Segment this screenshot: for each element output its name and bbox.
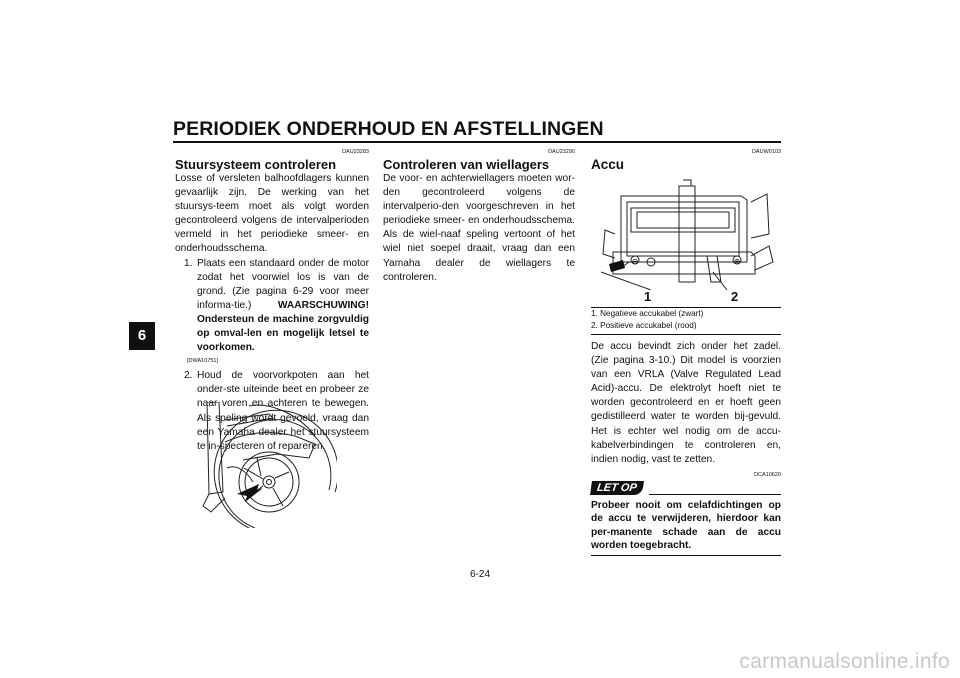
battery-body: De accu bevindt zich onder het zadel. (Zie pagina 3-10.) Dit model is voorzien van een VRLA (Valve Regulated Lead Acid)-accu. De elektrolyt hoeft niet te worden gecontroleerd en er hoeft geen gedistilleerd water te worden bij-gevuld. Het is echter wel nodig om de accu-kabelverbindingen te controleren en, indien nodig, vast te zetten. <box>591 341 781 465</box>
section-code: DAU23283 <box>342 149 369 155</box>
notice-text: Probeer nooit om celafdichtingen op de accu te verwijderen, hierdoor kan per-manente schade aan de accu worden toegebracht. <box>591 499 781 552</box>
header-rule <box>173 141 781 143</box>
list-number: 1. <box>184 257 193 269</box>
notice-end-rule <box>591 555 781 557</box>
list-item <box>175 257 369 356</box>
section-heading-wheel-bearings: Controleren van wiellagers <box>383 157 550 172</box>
figure-label-1: 1 <box>644 289 652 304</box>
notice-label: LET OP <box>590 481 644 495</box>
battery-figure <box>591 172 781 306</box>
figure-caption-1: 1. Negatieve accukabel (zwart) <box>591 309 704 318</box>
warning-text: WAARSCHUWING! Ondersteun de machine zorgvuldig op omval-len en mogelijk letsel te voorkomen. <box>197 299 369 354</box>
column-battery <box>591 148 781 556</box>
steering-intro: Losse of versleten balhoofdlagers kunnen gevaarlijk zijn. De werking van het stuursys-teem moet als volgt worden gecontroleerd volgens de intervalperioden vermeld in het periodieke smeer- en onderhoudsschema. <box>175 173 369 255</box>
step-text: Houd de voorvorkpoten aan het onder-ste uiteinde beet en probeer ze naar voren en achteren te bewegen. Als speling wordt gevoeld, vraag dan een Yamaha dealer het stuursysteem te in-specteren of repareren. <box>197 370 369 452</box>
column-wheel-bearings <box>383 148 575 285</box>
caption-rule <box>591 334 781 335</box>
section-heading-battery: Accu <box>591 157 625 172</box>
figure-caption-2: 2. Positieve accukabel (rood) <box>591 321 697 330</box>
step-text: Plaats een standaard onder de motor zodat het voorwiel los is van de grond. (Zie pagina 6-29 voor meer informa-tie.) <box>197 257 369 311</box>
notice-rule <box>649 494 781 495</box>
svg-text:⊖: ⊖ <box>631 257 639 266</box>
page-number: 6-24 <box>469 569 490 580</box>
notice-code: DCA10620 <box>754 471 781 478</box>
section-heading-steering: Stuursysteem controleren <box>175 157 337 172</box>
section-code: DAUW0103 <box>751 149 781 155</box>
list-number: 2. <box>184 370 193 382</box>
chapter-tab: 6 <box>129 322 155 350</box>
watermark: carmanualsonline.info <box>739 650 950 673</box>
page-title: PERIODIEK ONDERHOUD EN AFSTELLINGEN <box>173 118 604 140</box>
section-code: DAU23290 <box>548 149 575 155</box>
battery-illustration <box>591 172 781 290</box>
figure-label-2: 2 <box>731 289 739 304</box>
notice-header <box>591 481 781 495</box>
warning-code: [DWA10751] <box>187 358 218 365</box>
svg-text:⊕: ⊕ <box>733 257 741 266</box>
front-wheel-illustration <box>197 402 337 528</box>
wheel-bearings-body: De voor- en achterwiellagers moeten wor-den gecontroleerd volgens de intervalperio-den voorgeschreven in het periodieke smeer- en onderhoudsschema. Als de wiel-naaf speling vertoont of het wiel niet soepel draait, vraag dan een Yamaha dealer de wiellagers te controleren. <box>383 173 575 283</box>
